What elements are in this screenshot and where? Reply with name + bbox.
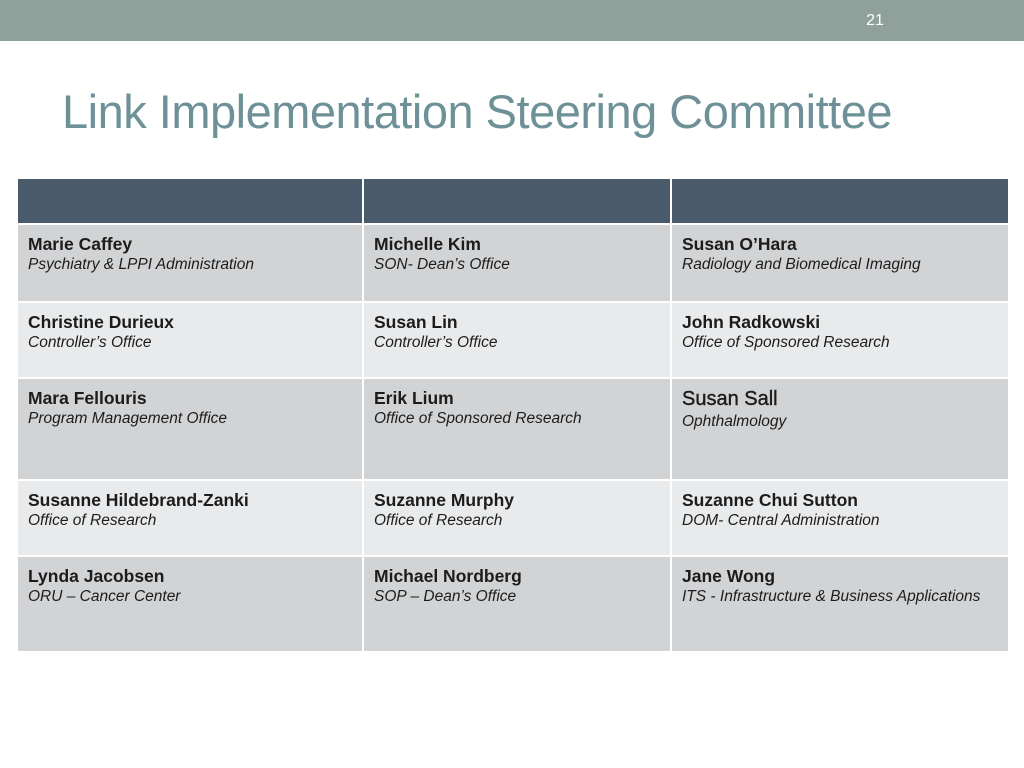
member-cell (363, 378, 671, 480)
member-cell (671, 480, 1009, 556)
member-name: Susan Lin (374, 312, 458, 332)
table-row (17, 378, 1009, 480)
member-name: Lynda Jacobsen (28, 566, 165, 586)
member-department: Radiology and Biomedical Imaging (682, 256, 921, 273)
member-department: DOM- Central Administration (682, 512, 880, 529)
member-department: SON- Dean’s Office (374, 256, 510, 273)
committee-table (16, 177, 1010, 653)
member-name: Susanne Hildebrand-Zanki (28, 490, 249, 510)
member-department: Office of Research (28, 512, 157, 529)
member-name: Suzanne Murphy (374, 490, 515, 510)
member-cell (671, 556, 1009, 652)
member-name: Erik Lium (374, 388, 454, 408)
member-name: Michelle Kim (374, 234, 481, 254)
member-name: John Radkowski (682, 312, 821, 332)
member-name: Marie Caffey (28, 234, 133, 254)
slide-number: 21 (866, 12, 884, 29)
member-cell (17, 480, 363, 556)
table-row (17, 224, 1009, 302)
table-row (17, 556, 1009, 652)
member-cell (671, 302, 1009, 378)
member-name: Christine Durieux (28, 312, 174, 332)
table-header-row (17, 178, 1009, 224)
table-header-cell (17, 178, 363, 224)
top-bar (0, 0, 1024, 41)
member-name: Susan Sall (682, 388, 778, 410)
member-cell (17, 378, 363, 480)
member-department: Ophthalmology (682, 413, 787, 430)
member-cell (363, 480, 671, 556)
table-header-cell (363, 178, 671, 224)
member-cell (671, 224, 1009, 302)
member-cell (17, 224, 363, 302)
member-cell (363, 302, 671, 378)
member-name: Mara Fellouris (28, 388, 147, 408)
member-name: Jane Wong (682, 566, 776, 586)
member-department: Controller’s Office (374, 334, 498, 351)
table-row (17, 480, 1009, 556)
member-name: Susan O’Hara (682, 234, 797, 254)
table-header-cell (671, 178, 1009, 224)
member-cell (671, 378, 1009, 480)
member-department: ITS - Infrastructure & Business Applications (682, 588, 981, 605)
member-department: Controller’s Office (28, 334, 152, 351)
member-cell (17, 556, 363, 652)
member-department: Office of Sponsored Research (374, 410, 582, 427)
member-name: Michael Nordberg (374, 566, 522, 586)
member-department: Psychiatry & LPPI Administration (28, 256, 254, 273)
member-department: ORU – Cancer Center (28, 588, 181, 605)
slide-title: Link Implementation Steering Committee (62, 85, 893, 138)
member-department: Office of Research (374, 512, 503, 529)
member-department: Office of Sponsored Research (682, 334, 890, 351)
member-cell (363, 556, 671, 652)
member-department: SOP – Dean’s Office (374, 588, 517, 605)
member-department: Program Management Office (28, 410, 228, 427)
member-cell (17, 302, 363, 378)
table-row (17, 302, 1009, 378)
member-cell (363, 224, 671, 302)
member-name: Suzanne Chui Sutton (682, 490, 858, 510)
